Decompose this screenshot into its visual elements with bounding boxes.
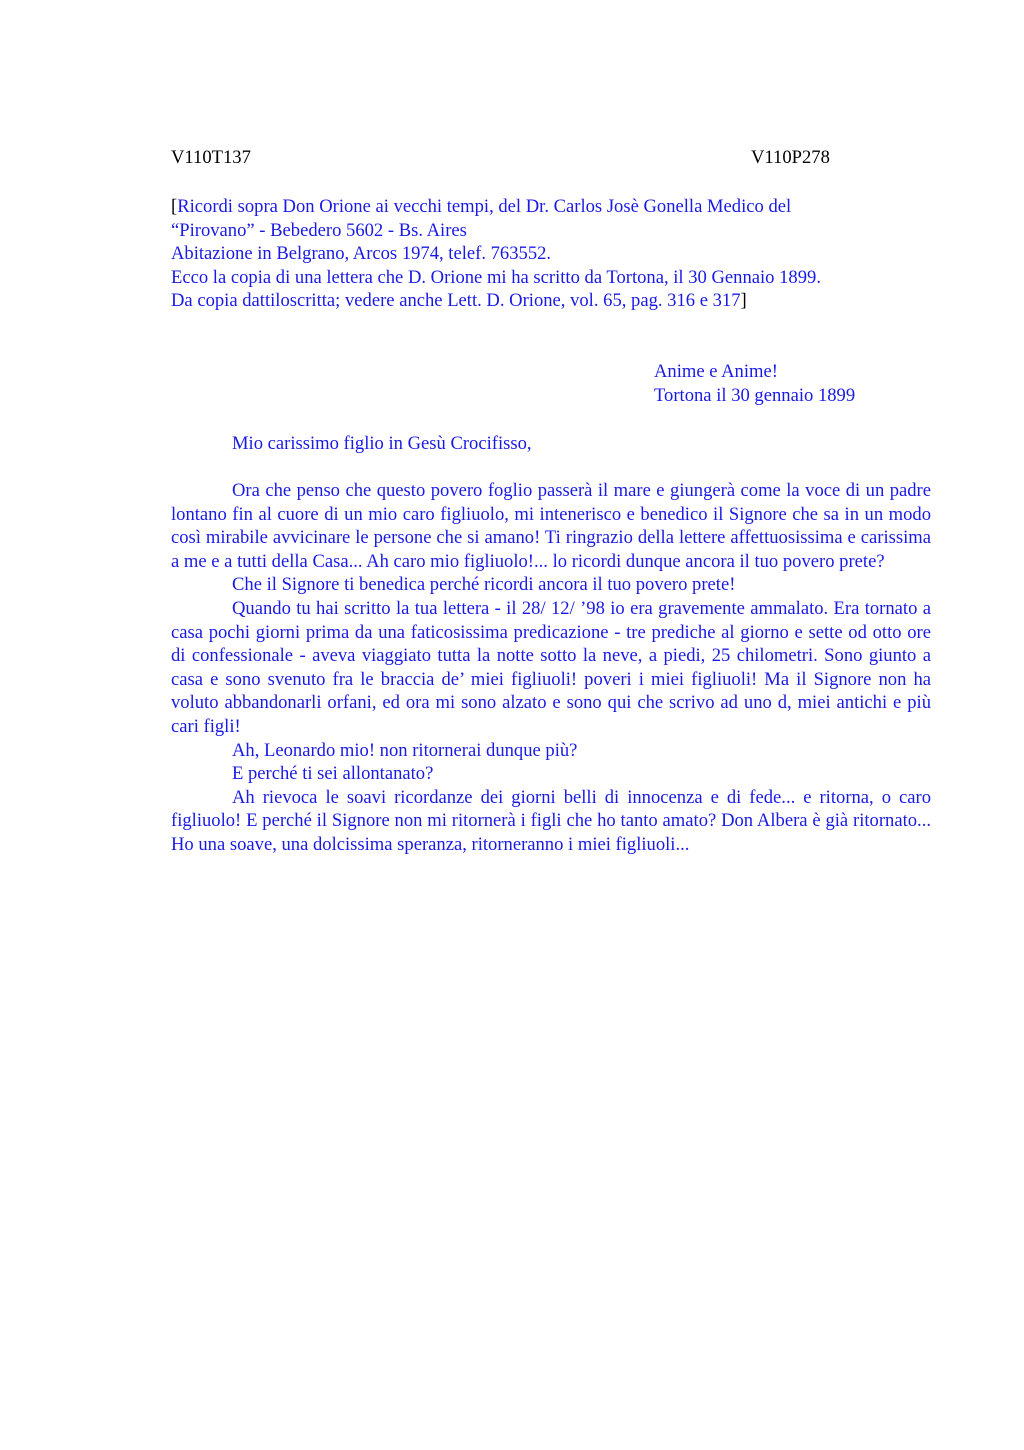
paragraph: Che il Signore ti benedica perché ricordi ancora il tuo povero prete! [232,574,736,596]
source-note-line-3: Abitazione in Belgrano, Arcos 1974, telef. 763552. [171,243,552,265]
paragraph: Ah rievoca le soavi ricordanze dei giorni belli di innocenza e di fede... e ritorna, o caro figliuolo! E perché il Signore non mi ritornerà i figli che ho tanto amato? Don Albera è già ritornato... Ho una soave, una dolcissima speranza, ritorneranno i miei figliuoli... [171,786,931,855]
paragraph: E perché ti sei allontanato? [232,763,434,785]
paragraph: Ora che penso che questo povero foglio passerà il mare e giungerà come la voce di un padre lontano fin al cuore di un mio caro figliuolo, mi intenerisco e benedico il Signore che sa in un modo così mirabile avvicinare le persone che si amano! Ti ringrazio della lettere affettuosissima e carissima a me e a tutti della Casa... Ah caro mio figliuolo!... lo ricordi dunque ancora il tuo povero prete? [171,480,931,572]
letter-salutation: Mio carissimo figlio in Gesù Crocifisso, [232,433,532,454]
open-bracket: [ [171,196,178,217]
letter-place-date: Tortona il 30 gennaio 1899 [654,384,856,406]
source-note [171,195,931,313]
paragraph: Quando tu hai scritto la tua lettera - il 28/ 12/ ’98 io era gravemente ammalato. Era tornato a casa pochi giorni prima da una faticosissima predicazione - tre prediche al giorno e sette od otto ore di confessionale - aveva viaggiato tutta la notte sotto la neve, a piedi, 25 chilometri. Sono giunto a casa e sono svenuto fra le braccia de’ miei figliuoli! poveri i miei figliuoli! Ma il Signore non ha voluto abbandonarli orfani, ed ora mi sono alzato e sono qui che scrivo ad uno d, miei antichi e più cari figli! [171,597,931,737]
volume-code-right: V110P278 [751,147,830,168]
document-codes [171,146,931,170]
paragraph: Ah, Leonardo mio! non ritornerai dunque più? [232,739,578,761]
source-note-line-2: “Pirovano” - Bebedero 5602 - Bs. Aires [171,219,467,241]
source-note-line-5: Da copia dattiloscritta; vedere anche Lett. D. Orione, vol. 65, pag. 316 e 317] [171,290,747,312]
letter-body [171,479,931,857]
source-note-line-4: Ecco la copia di una lettera che D. Orione mi ha scritto da Tortona, il 30 Gennaio 1899. [171,266,821,288]
letter-motto: Anime e Anime! [654,361,778,382]
letter-dateline [654,360,855,407]
document-page [171,0,931,1450]
source-note-line-1: [Ricordi sopra Don Orione ai vecchi tempi, del Dr. Carlos Josè Gonella Medico del [171,196,792,217]
volume-code-left: V110T137 [171,147,251,168]
close-bracket: ] [740,290,747,312]
